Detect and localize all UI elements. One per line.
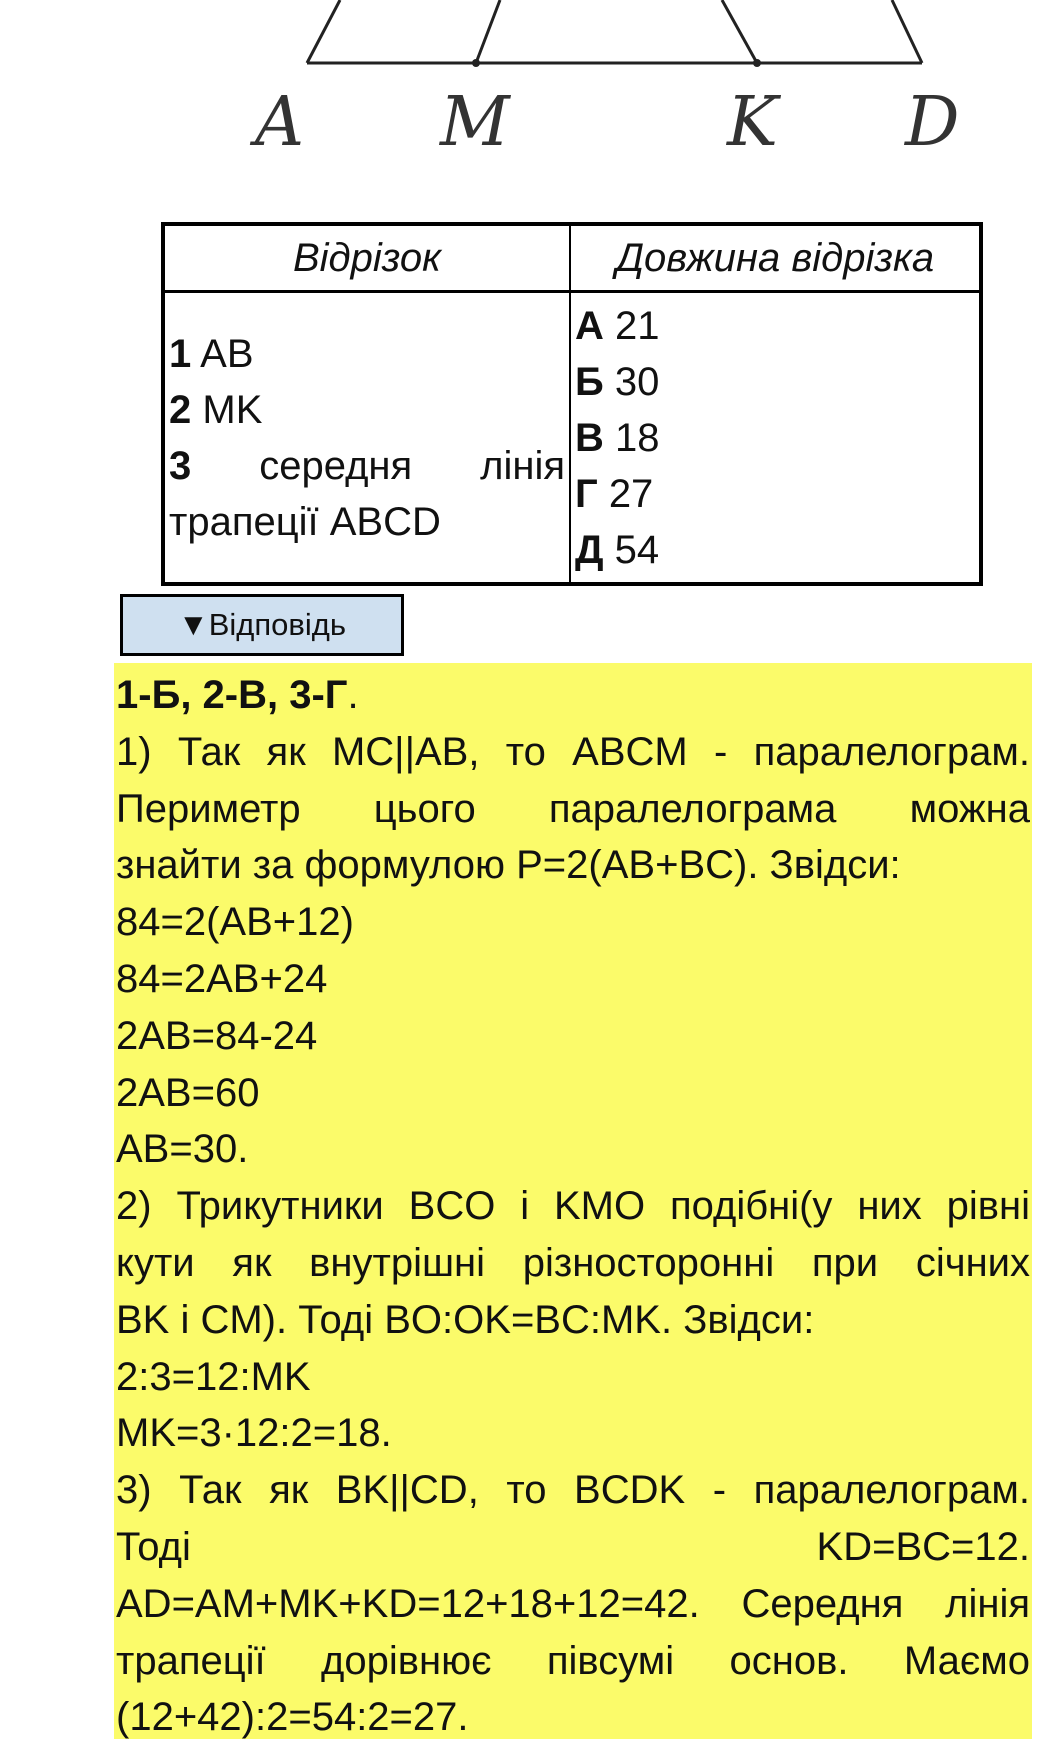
answer-summary-end: . [347, 673, 359, 717]
answer-line: 2AB=84-24 [116, 1013, 318, 1058]
segment-item-2 [169, 382, 565, 438]
table-body-row [163, 292, 981, 585]
answer-summary [116, 667, 1030, 724]
answer-line: AB=30. [116, 1127, 249, 1172]
option-item [575, 410, 975, 466]
point-label-K: K [727, 83, 778, 162]
option-value: 18 [615, 415, 660, 460]
segment-num: 3 [169, 443, 192, 488]
option-item [575, 466, 975, 522]
answer-line: BK і CM). Тоді BO:OK=BC:MK. Звідси: [116, 1297, 815, 1342]
segment-num: 2 [169, 387, 192, 432]
option-letter: Г [575, 471, 598, 516]
segment-item-3-cont: трапеції ABCD [169, 499, 441, 544]
answer-line: AD=AM+MK+KD=12+18+12=42. Середня лінія [116, 1581, 1030, 1626]
matching-table [161, 222, 983, 586]
answer-line: 84=2AB+24 [116, 956, 328, 1001]
segment-item-3 [169, 438, 565, 494]
option-value: 27 [608, 471, 654, 516]
answer-line: MK=3·12:2=18. [116, 1411, 392, 1456]
side-line-D [892, 0, 922, 63]
answer-line: знайти за формулою P=2(AB+BC). Звідси: [116, 843, 901, 888]
segments-cell [163, 292, 570, 585]
point-M-dot [472, 59, 480, 67]
answer-line: кути як внутрішні різносторонні при січних [116, 1240, 1030, 1285]
option-value: 21 [615, 303, 660, 348]
segment-line-K [722, 0, 757, 63]
option-item [575, 298, 975, 354]
segment-line-M [476, 0, 500, 63]
answer-line: 2:3=12:MK [116, 1354, 311, 1399]
options-cell [570, 292, 981, 585]
segment-text: AB [200, 331, 254, 376]
point-label-D: D [905, 83, 960, 162]
segment-item-1 [169, 326, 565, 382]
point-label-A: A [255, 83, 305, 162]
point-label-M: M [440, 83, 510, 162]
answer-line: 1) Так як MC||AB, то ABCM - паралелограм. [116, 729, 1030, 774]
answer-summary-text: 1-Б, 2-В, 3-Г [116, 673, 348, 717]
point-K-dot [753, 59, 761, 67]
option-letter: В [575, 415, 604, 460]
header-segment: Відрізок [163, 224, 570, 292]
answer-line: (12+42):2=54:2=27. [116, 1695, 469, 1740]
answer-block [114, 663, 1032, 1739]
option-item [575, 354, 975, 410]
segment-text: MK [202, 387, 263, 432]
header-length: Довжина відрізка [570, 224, 981, 292]
trapezoid-figure [0, 0, 1056, 180]
segment-num: 1 [169, 331, 192, 376]
answer-line: Тоді KD=BC=12. [116, 1524, 1030, 1569]
answer-line: 3) Так як BK||CD, то BCDK - паралелограм. [116, 1468, 1030, 1513]
side-line-A [307, 0, 340, 63]
segment-text: середня лінія [259, 443, 565, 488]
answer-toggle-button[interactable]: ▼Відповідь [120, 594, 404, 656]
option-letter: Б [575, 359, 604, 404]
answer-line: 84=2(AB+12) [116, 900, 354, 945]
answer-line: 2) Трикутники BCO і KMO подібні(у них рівні [116, 1184, 1030, 1229]
table-header-row [163, 224, 981, 292]
answer-line: трапеції дорівнює півсумі основ. Маємо [116, 1638, 1030, 1683]
answer-line: 2AB=60 [116, 1070, 260, 1115]
answer-line: Периметр цього паралелограма можна [116, 786, 1030, 831]
option-letter: А [575, 303, 604, 348]
option-value: 54 [614, 527, 660, 572]
option-value: 30 [614, 359, 660, 404]
option-letter: Д [575, 527, 604, 572]
option-item [575, 522, 975, 578]
